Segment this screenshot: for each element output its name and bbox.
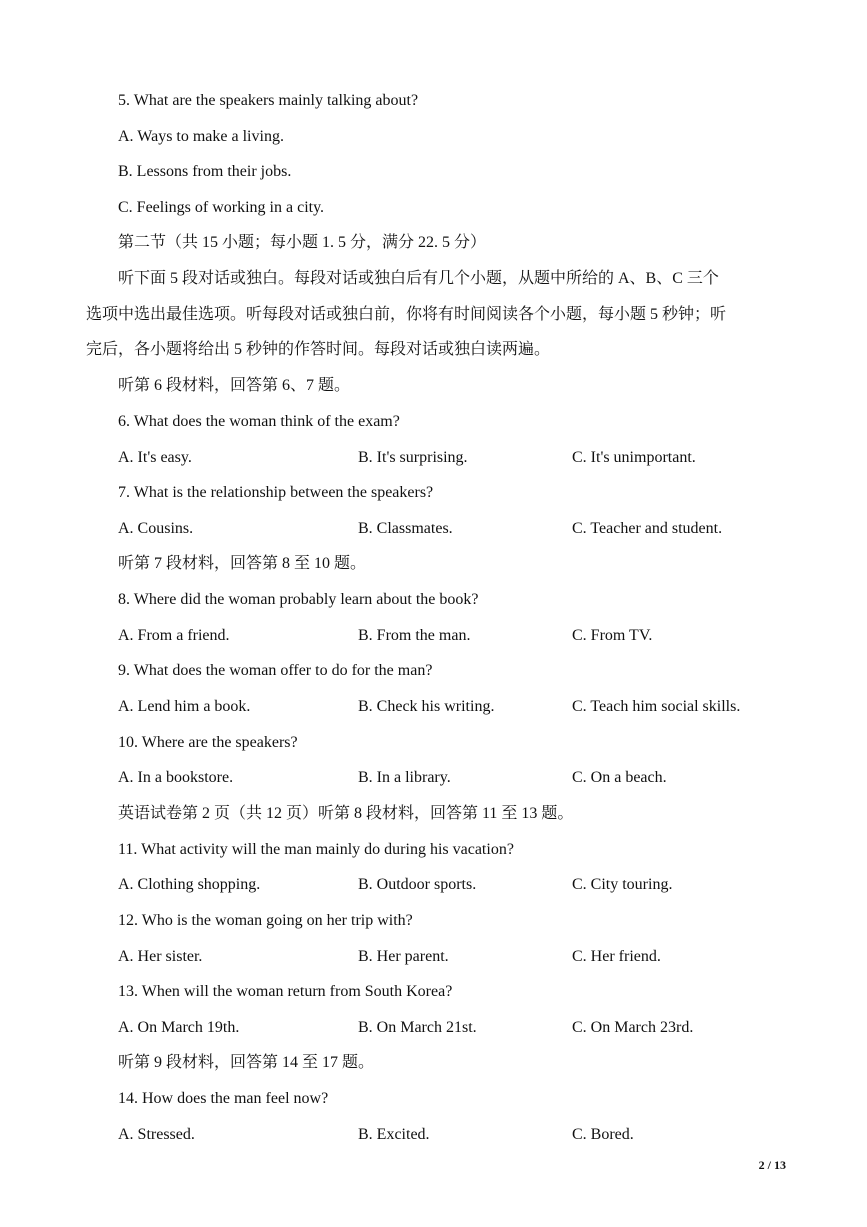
question-9: 9. What does the woman offer to do for the man?	[118, 662, 433, 679]
option-7a: A. Cousins.	[118, 520, 194, 537]
option-8b: B. From the man.	[358, 627, 471, 644]
material-8-heading: 英语试卷第 2 页（共 12 页）听第 8 段材料，回答第 11 至 13 题。	[118, 805, 574, 822]
material-6-heading: 听第 6 段材料，回答第 6、7 题。	[118, 377, 351, 394]
option-14b: B. Excited.	[358, 1126, 430, 1143]
question-12: 12. Who is the woman going on her trip with?	[118, 912, 413, 929]
option-11a: A. Clothing shopping.	[118, 876, 261, 893]
option-14c: C. Bored.	[572, 1126, 634, 1143]
option-13b: B. On March 21st.	[358, 1019, 477, 1036]
instructions-line-1: 听下面 5 段对话或独白。每段对话或独白后有几个小题，从题中所给的 A、B、C 三个	[118, 270, 719, 287]
question-10: 10. Where are the speakers?	[118, 734, 298, 751]
option-12b: B. Her parent.	[358, 948, 449, 965]
option-6c: C. It's unimportant.	[572, 449, 696, 466]
option-6a: A. It's easy.	[118, 449, 192, 466]
question-13: 13. When will the woman return from South Korea?	[118, 983, 453, 1000]
option-5c: C. Feelings of working in a city.	[118, 199, 325, 216]
option-10b: B. In a library.	[358, 769, 451, 786]
question-5: 5. What are the speakers mainly talking about?	[118, 92, 419, 109]
option-7c: C. Teacher and student.	[572, 520, 723, 537]
option-5b: B. Lessons from their jobs.	[118, 163, 292, 180]
option-13a: A. On March 19th.	[118, 1019, 240, 1036]
option-12c: C. Her friend.	[572, 948, 661, 965]
option-11c: C. City touring.	[572, 876, 673, 893]
option-7b: B. Classmates.	[358, 520, 453, 537]
option-5a: A. Ways to make a living.	[118, 128, 284, 145]
instructions-line-2: 选项中选出最佳选项。听每段对话或独白前，你将有时间阅读各个小题，每小题 5 秒钟；听	[86, 306, 727, 323]
question-8: 8. Where did the woman probably learn about the book?	[118, 591, 479, 608]
option-9c: C. Teach him social skills.	[572, 698, 741, 715]
option-8a: A. From a friend.	[118, 627, 230, 644]
option-13c: C. On March 23rd.	[572, 1019, 694, 1036]
material-7-heading: 听第 7 段材料，回答第 8 至 10 题。	[118, 555, 367, 572]
option-11b: B. Outdoor sports.	[358, 876, 477, 893]
section-2-title: 第二节（共 15 小题；每小题 1. 5 分，满分 22. 5 分）	[118, 234, 487, 251]
option-10a: A. In a bookstore.	[118, 769, 234, 786]
question-6: 6. What does the woman think of the exam?	[118, 413, 400, 430]
option-9a: A. Lend him a book.	[118, 698, 251, 715]
option-6b: B. It's surprising.	[358, 449, 468, 466]
material-9-heading: 听第 9 段材料，回答第 14 至 17 题。	[118, 1054, 375, 1071]
page-number: 2 / 13	[758, 1158, 786, 1172]
option-14a: A. Stressed.	[118, 1126, 195, 1143]
option-8c: C. From TV.	[572, 627, 653, 644]
question-7: 7. What is the relationship between the speakers?	[118, 484, 434, 501]
question-14: 14. How does the man feel now?	[118, 1090, 329, 1107]
question-11: 11. What activity will the man mainly do during his vacation?	[118, 841, 514, 858]
option-10c: C. On a beach.	[572, 769, 667, 786]
option-12a: A. Her sister.	[118, 948, 203, 965]
option-9b: B. Check his writing.	[358, 698, 495, 715]
instructions-line-3: 完后，各小题将给出 5 秒钟的作答时间。每段对话或独白读两遍。	[86, 341, 551, 358]
